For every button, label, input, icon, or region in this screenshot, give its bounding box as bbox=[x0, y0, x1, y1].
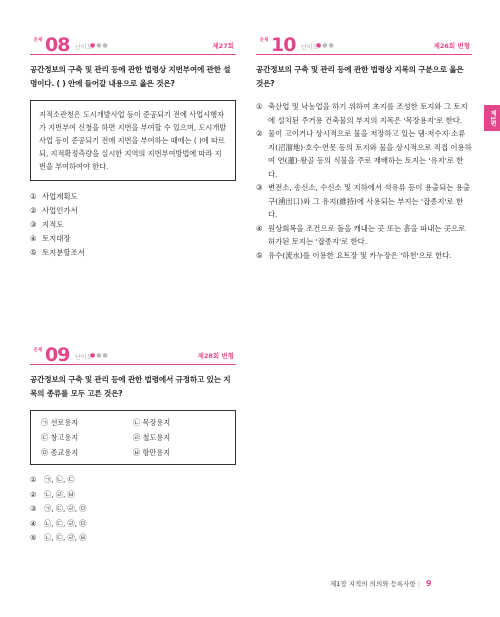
chapter-title: 제1장 지적의 의의와 등록사항 bbox=[330, 580, 416, 588]
choice-item[interactable]: ⑤ ㉡, ㉢, ㉣, ㉥ bbox=[30, 533, 87, 542]
difficulty-dots: ●●● bbox=[316, 42, 335, 49]
question-number: 09 bbox=[45, 344, 70, 366]
choice-item[interactable]: ① 사업계획도 bbox=[30, 192, 78, 201]
exam-reference: 제28회 변형 bbox=[197, 352, 234, 360]
question-stem: 공간정보의 구축 및 관리 등에 관한 법령상 지목의 구분으로 옳은 것은? bbox=[256, 65, 464, 88]
item: ㉢ 창고용지 bbox=[41, 433, 79, 442]
choice-item[interactable]: ① 축산업 및 낙농업을 하기 위하여 초지를 조성한 토지와 그 토지에 설치된 주거용 건축물의 부지의 지목은 '목장용지'로 한다. bbox=[256, 102, 468, 125]
item: ㉡ 목장용지 bbox=[133, 418, 171, 427]
choice-item[interactable]: ⑤ 토지분할조서 bbox=[30, 248, 85, 257]
page-footer: 제1장 지적의 의의와 등록사항 | 9 bbox=[330, 579, 432, 588]
difficulty-dots: ●●● bbox=[90, 42, 109, 49]
question-header bbox=[30, 35, 236, 55]
difficulty-label: 난이도 bbox=[301, 44, 319, 51]
question-08 bbox=[30, 35, 236, 260]
choice-item[interactable]: ③ ㉠, ㉢, ㉣, ㉤ bbox=[30, 504, 87, 513]
choice-item[interactable]: ③ 변전소, 송신소, 수신소 및 지하에서 석유류 등이 용출되는 용출구(湧出口)와 그 유지(維持)에 사용되는 부지는 '잡종지'로 한다. bbox=[256, 183, 470, 219]
choice-item[interactable]: ① ㉠, ㉡, ㉢ bbox=[30, 475, 75, 484]
difficulty-label: 난이도 bbox=[75, 44, 93, 51]
passage-box: 지적소관청은 도시개발사업 등이 준공되기 전에 사업시행자가 지번부여 신청을 하면 지번을 부여할 수 있으며, 도시개발사업 등이 준공되기 전에 지번을 부여하는 때에는 ( )에 따르되, 지적확정측량을 실시한 지역의 지번부여방법에 따라 지번을 부여하여야 한다. bbox=[30, 100, 236, 181]
choice-item[interactable]: ③ 지적도 bbox=[30, 220, 64, 229]
exam-reference: 제26회 변형 bbox=[433, 42, 470, 50]
item: ㉠ 선로용지 bbox=[41, 418, 79, 427]
question-number: 10 bbox=[271, 34, 296, 56]
choice-item[interactable]: ④ ㉡, ㉢, ㉣, ㉤ bbox=[30, 518, 87, 528]
question-header bbox=[256, 35, 472, 55]
choice-item[interactable]: ⑤ 유수(流水)를 이용한 요트장 및 카누장은 '하천'으로 한다. bbox=[256, 250, 452, 260]
question-label: 문제 bbox=[33, 38, 43, 43]
question-number: 08 bbox=[45, 34, 70, 56]
choice-item[interactable]: ④ 토지대장 bbox=[30, 234, 71, 243]
choice-item[interactable]: ② 물이 고이거나 상시적으로 물을 저장하고 있는 댐·저수지·소류지(沼溜地)·호수·연못 등의 토지와 물을 상시적으로 직접 이용하여 연(蓮)·왕골 등의 식물을 주로 재배하는 토지는 '유지'로 한다. bbox=[256, 129, 472, 179]
item: ㉣ 철도용지 bbox=[133, 433, 171, 442]
difficulty-label: 난이도 bbox=[75, 354, 93, 361]
choice-item[interactable]: ② ㉡, ㉣, ㉥ bbox=[30, 489, 75, 499]
exam-reference: 제27회 bbox=[212, 42, 234, 50]
choice-item[interactable]: ② 사업인가서 bbox=[30, 206, 78, 215]
question-stem: 공간정보의 구축 및 관리 등에 관한 법령상 지번부여에 관한 설명이다. ( ) 안에 들어갈 내용으로 옳은 것은? bbox=[30, 65, 231, 88]
choice-list bbox=[30, 190, 236, 260]
question-stem: 공간정보의 구축 및 관리 등에 관한 법령에서 규정하고 있는 지목의 종류를 모두 고른 것은? bbox=[30, 375, 231, 398]
choice-list bbox=[30, 473, 236, 546]
question-header bbox=[30, 345, 236, 365]
choice-item[interactable]: ④ 원상회복을 조건으로 돌을 캐내는 곳 또는 흙을 파내는 곳으로 허가된 토지는 '잡종지'로 한다. bbox=[256, 223, 466, 246]
item: ㉥ 항만용지 bbox=[133, 448, 171, 457]
choice-list bbox=[256, 100, 472, 262]
item: ㉤ 종교용지 bbox=[41, 448, 79, 457]
difficulty-dots: ●●● bbox=[90, 352, 109, 359]
question-label: 문제 bbox=[33, 348, 43, 353]
page-number: 9 bbox=[426, 579, 432, 588]
question-label: 문제 bbox=[259, 38, 269, 43]
question-09 bbox=[30, 345, 236, 546]
section-tab: 제1편 bbox=[484, 105, 500, 131]
question-10 bbox=[256, 35, 472, 262]
item-box bbox=[30, 410, 236, 465]
